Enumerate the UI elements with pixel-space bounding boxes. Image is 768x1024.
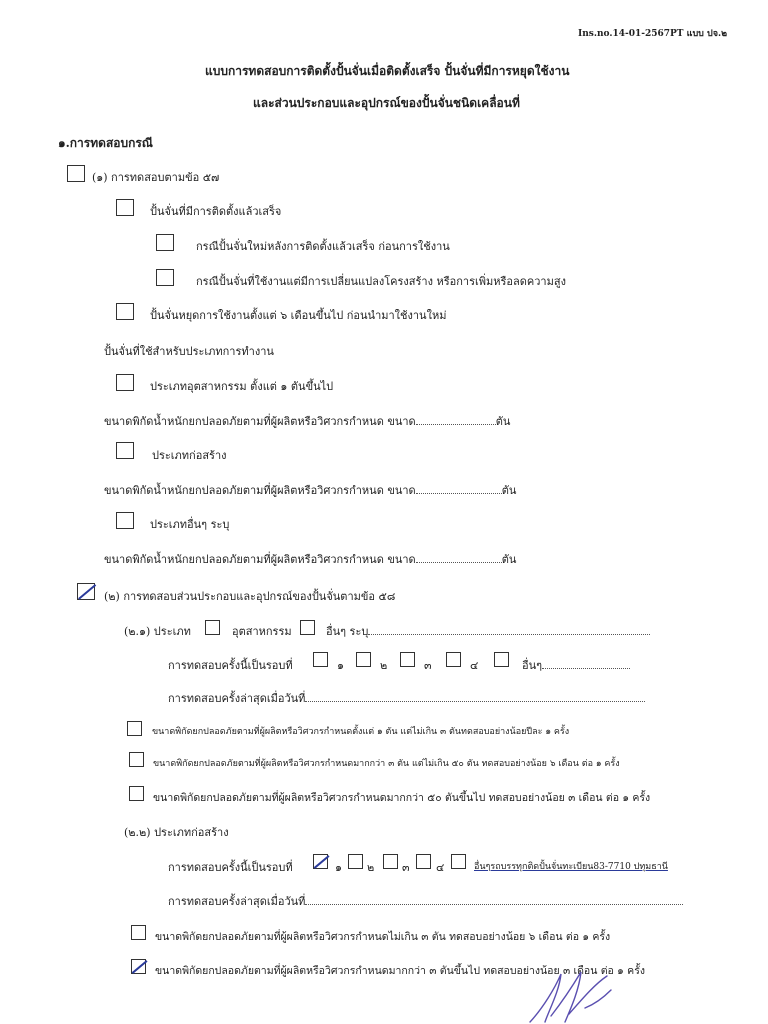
c-round-other-checkbox[interactable] <box>451 854 466 869</box>
rule-c-checkbox[interactable] <box>129 786 144 801</box>
round-4-checkbox[interactable] <box>446 652 461 667</box>
capacity-label: ขนาดพิกัดน้ำหนักยกปลอดภัยตามที่ผู้ผลิตหรือวิศวกรกำหนด ขนาด <box>104 415 416 428</box>
round-other-checkbox[interactable] <box>494 652 509 667</box>
rule-a-label: ขนาดพิกัดยกปลอดภัยตามที่ผู้ผลิตหรือวิศวกรกำหนดตั้งแต่ ๑ ตัน แต่ไม่เกิน ๓ ตันทดสอบอย่างน้อยปีละ ๑ ครั้ง <box>152 727 570 737</box>
new-crane-label: กรณีปั้นจั่นใหม่หลังการติดตั้งแล้วเสร็จ ก่อนการใช้งาน <box>196 240 450 253</box>
round-other-label: อื่นๆ <box>522 659 543 672</box>
capacity-row-3 <box>104 550 516 568</box>
round-1-label: ๑ <box>337 659 344 672</box>
other-specify-label: อื่นๆ ระบุ <box>326 625 369 638</box>
last-test-label: การทดสอบครั้งล่าสุดเมื่อวันที่ <box>168 692 306 705</box>
ton-unit: ตัน <box>495 415 511 428</box>
type-industry-label: ประเภทอุตสาหกรรม ตั้งแต่ ๑ ตันขึ้นไป <box>150 380 334 393</box>
item2-1-label: (๒.๑) ประเภท <box>124 625 191 638</box>
item2-checkbox[interactable] <box>77 583 95 600</box>
c-round-3-label: ๓ <box>402 861 410 874</box>
vehicle-registration-text: อื่นๆรถบรรทุกติดปั้นจั่นทะเบียน83-7710 ปทุมธานี <box>474 862 668 872</box>
item2-label: (๒) การทดสอบส่วนประกอบและอุปกรณ์ของปั้นจั่นตามข้อ ๕๘ <box>104 590 396 603</box>
capacity-field-1[interactable] <box>416 424 496 425</box>
item1-checkbox[interactable] <box>67 165 85 182</box>
capacity-row-2 <box>104 481 516 499</box>
rule-c-label: ขนาดพิกัดยกปลอดภัยตามที่ผู้ผลิตหรือวิศวกรกำหนดมากกว่า ๕๐ ตันขึ้นไป ทดสอบอย่างน้อย ๓ เดือน ต่อ ๑ ครั้ง <box>153 792 651 804</box>
type-construction-label: ประเภทก่อสร้าง <box>152 449 227 462</box>
last-test-row <box>168 689 645 707</box>
c-last-test-row <box>168 892 683 910</box>
round-other-field[interactable] <box>542 668 630 669</box>
c-round-label: การทดสอบครั้งนี้เป็นรอบที่ <box>168 861 293 874</box>
document-code: Ins.no.14-01-2567PT แบบ ปจ.๒ <box>578 29 728 39</box>
installed-checkbox[interactable] <box>116 199 134 216</box>
c-last-test-field[interactable] <box>305 904 683 905</box>
c-round-4-checkbox[interactable] <box>416 854 431 869</box>
round-2-label: ๒ <box>380 659 388 672</box>
crane-use-label: ปั้นจั่นที่ใช้สำหรับประเภทการทำงาน <box>104 345 274 358</box>
rule-e-label: ขนาดพิกัดยกปลอดภัยตามที่ผู้ผลิตหรือวิศวกรกำหนดมากกว่า ๓ ตันขึ้นไป ทดสอบอย่างน้อย ๓ เดือน ต่อ ๑ ครั้ง <box>155 965 645 977</box>
round-3-checkbox[interactable] <box>400 652 415 667</box>
type-other-checkbox[interactable] <box>116 512 134 529</box>
capacity-row-1 <box>104 412 510 430</box>
section-heading: ๑.การทดสอบกรณี <box>58 136 153 150</box>
capacity-label: ขนาดพิกัดน้ำหนักยกปลอดภัยตามที่ผู้ผลิตหรือวิศวกรกำหนด ขนาด <box>104 484 416 497</box>
ton-unit: ตัน <box>501 484 517 497</box>
c-round-4-label: ๔ <box>436 861 445 874</box>
c-round-2-label: ๒ <box>367 861 375 874</box>
signature-image <box>525 968 625 1024</box>
round-3-label: ๓ <box>424 659 432 672</box>
c-round-2-checkbox[interactable] <box>348 854 363 869</box>
installed-label: ปั้นจั่นที่มีการติดตั้งแล้วเสร็จ <box>150 205 282 218</box>
rule-d-label: ขนาดพิกัดยกปลอดภัยตามที่ผู้ผลิตหรือวิศวกรกำหนดไม่เกิน ๓ ตัน ทดสอบอย่างน้อย ๖ เดือน ต่อ ๑ ครั้ง <box>155 931 611 943</box>
c-round-1-checkbox[interactable] <box>313 854 328 869</box>
round-2-checkbox[interactable] <box>356 652 371 667</box>
new-crane-checkbox[interactable] <box>156 234 174 251</box>
round-1-checkbox[interactable] <box>313 652 328 667</box>
other-type-checkbox[interactable] <box>300 620 315 635</box>
page-title: แบบการทดสอบการติดตั้งปั้นจั่นเมื่อติดตั้งเสร็จ ปั้นจั่นที่มีการหยุดใช้งาน <box>205 64 570 78</box>
type-construction-checkbox[interactable] <box>116 442 134 459</box>
modified-crane-checkbox[interactable] <box>156 269 174 286</box>
c-last-test-label: การทดสอบครั้งล่าสุดเมื่อวันที่ <box>168 895 306 908</box>
rule-d-checkbox[interactable] <box>131 925 146 940</box>
modified-crane-label: กรณีปั้นจั่นที่ใช้งานแต่มีการเปลี่ยนแปลงโครงสร้าง หรือการเพิ่มหรือลดความสูง <box>196 275 566 288</box>
industry-label: อุตสาหกรรม <box>232 625 292 638</box>
rule-b-label: ขนาดพิกัดยกปลอดภัยตามที่ผู้ผลิตหรือวิศวกรกำหนดมากกว่า ๓ ตัน แต่ไม่เกิน ๕๐ ตัน ทดสอบอย่างน้อย ๖ เดือน ต่อ ๑ ครั้ง <box>153 759 620 769</box>
rule-a-checkbox[interactable] <box>127 721 142 736</box>
other-specify-field[interactable] <box>368 634 650 635</box>
type-other-label: ประเภทอื่นๆ ระบุ <box>150 518 230 531</box>
rule-b-checkbox[interactable] <box>129 752 144 767</box>
round-other-row <box>522 656 630 674</box>
stopped-crane-label: ปั้นจั่นหยุดการใช้งานตั้งแต่ ๖ เดือนขึ้นไป ก่อนนำมาใช้งานใหม่ <box>150 309 447 322</box>
rule-e-checkbox[interactable] <box>131 959 146 974</box>
c-round-3-checkbox[interactable] <box>383 854 398 869</box>
capacity-field-3[interactable] <box>416 562 502 563</box>
page-subtitle: และส่วนประกอบและอุปกรณ์ของปั้นจั่นชนิดเคลื่อนที่ <box>253 96 520 110</box>
round-label: การทดสอบครั้งนี้เป็นรอบที่ <box>168 659 293 672</box>
industry-checkbox[interactable] <box>205 620 220 635</box>
type-industry-checkbox[interactable] <box>116 374 134 391</box>
capacity-label: ขนาดพิกัดน้ำหนักยกปลอดภัยตามที่ผู้ผลิตหรือวิศวกรกำหนด ขนาด <box>104 553 416 566</box>
c-round-other-value <box>474 859 668 873</box>
other-type-row <box>326 622 650 640</box>
item1-label: (๑) การทดสอบตามข้อ ๕๗ <box>92 171 220 184</box>
round-4-label: ๔ <box>470 659 479 672</box>
stopped-crane-checkbox[interactable] <box>116 303 134 320</box>
ton-unit: ตัน <box>501 553 517 566</box>
last-test-field[interactable] <box>305 701 645 702</box>
c-round-1-label: ๑ <box>335 861 342 874</box>
capacity-field-2[interactable] <box>416 493 502 494</box>
item2-2-label: (๒.๒) ประเภทก่อสร้าง <box>124 826 229 839</box>
